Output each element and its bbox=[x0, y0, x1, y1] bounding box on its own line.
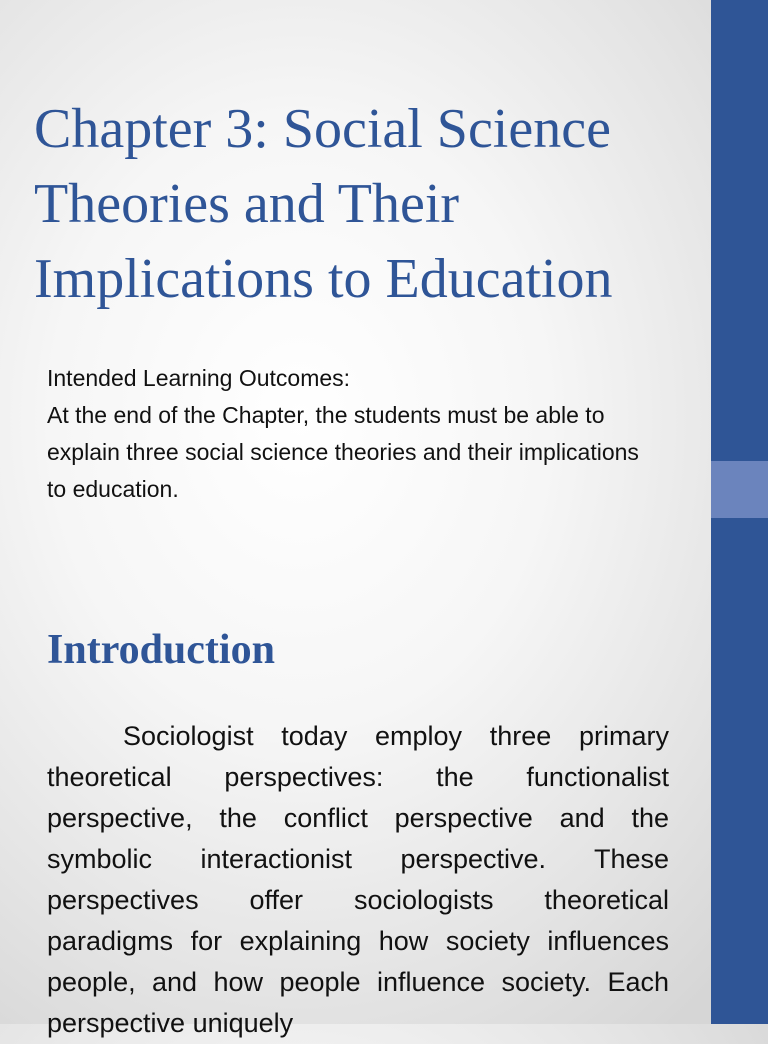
outcomes-heading: Intended Learning Outcomes: bbox=[47, 365, 351, 391]
side-accent-square bbox=[711, 461, 768, 518]
chapter-title: Chapter 3: Social Science Theories and Their Implications to Education bbox=[34, 98, 613, 310]
intro-paragraph: Sociologist today employ three primary theoretical perspectives: the functionalist perspective, the conflict perspective and the symbolic interactionist perspective. These perspectives offer sociologists theoretical paradigms for explaining how society influences people, and how people influence society. Each perspective uniquely bbox=[47, 721, 669, 1038]
section-heading: Introduction bbox=[47, 627, 275, 673]
learning-outcomes bbox=[47, 360, 647, 508]
outcomes-text: At the end of the Chapter, the students must be able to explain three social science theories and their implications to education. bbox=[47, 402, 639, 502]
